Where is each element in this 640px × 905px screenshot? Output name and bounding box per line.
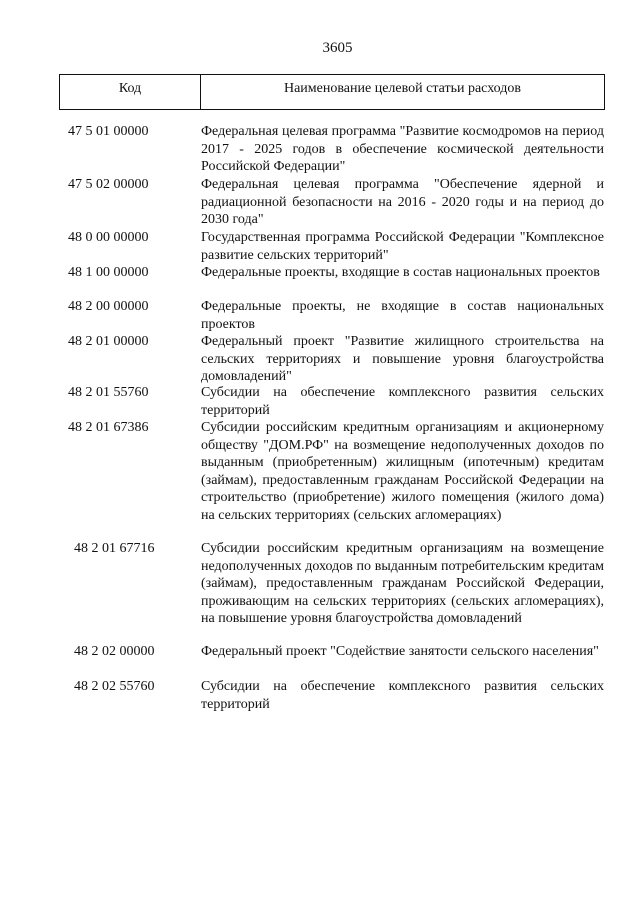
row-code: 48 1 00 00000: [68, 265, 149, 280]
row-name: Субсидии на обеспечение комплексного развития сельских территорий: [201, 679, 604, 712]
row-code: 48 2 01 55760: [68, 385, 149, 400]
row-code: 48 0 00 00000: [68, 230, 149, 245]
row-name: Федеральная целевая программа "Обеспечение ядерной и радиационной безопасности на 2016 - 2020 годы и на период до 2030 года": [201, 177, 604, 227]
row-name: Федеральный проект "Развитие жилищного строительства на сельских территориях и повышение уровня благоустройства домовладений": [201, 334, 604, 384]
row-name: Федеральная целевая программа "Развитие космодромов на период 2017 - 2025 годов в обеспечение космической деятельности Российской Федерации": [201, 124, 604, 174]
row-code: 48 2 00 00000: [68, 299, 149, 314]
header-code-label: Код: [60, 75, 201, 109]
row-name: Субсидии на обеспечение комплексного развития сельских территорий: [201, 385, 604, 418]
row-name: Федеральный проект "Содействие занятости сельского населения": [201, 644, 599, 659]
row-code: 47 5 02 00000: [68, 177, 149, 192]
row-name: Федеральные проекты, входящие в состав национальных проектов: [201, 265, 600, 280]
row-name: Федеральные проекты, не входящие в состав национальных проектов: [201, 299, 604, 332]
row-code: 48 2 02 00000: [74, 644, 155, 659]
row-code: 48 2 01 00000: [68, 334, 149, 349]
page-number: 3605: [322, 40, 353, 56]
row-name: Государственная программа Российской Федерации "Комплексное развитие сельских территорий": [201, 230, 604, 263]
row-code: 47 5 01 00000: [68, 124, 149, 139]
row-code: 48 2 01 67716: [74, 541, 155, 556]
row-code: 48 2 01 67386: [68, 420, 149, 435]
row-name: Субсидии российским кредитным организациям и акционерному обществу "ДОМ.РФ" на возмещение недополученных доходов по выданным (приобретенным) жилищным (ипотечным) кредитам (займам), предоставленным гражданам Российской Федерации на строительство (приобретение) жилого помещения (жилого дома) на сельских территориях (сельских агломерациях): [201, 420, 604, 523]
header-name-label: Наименование целевой статьи расходов: [283, 81, 522, 96]
table-header: [59, 74, 605, 110]
row-code: 48 2 02 55760: [74, 679, 155, 694]
row-name: Субсидии российским кредитным организациям на возмещение недополученных доходов по выданным потребительским кредитам (займам), предоставленным гражданам Российской Федерации, проживающим на сельских территориях (сельских агломерациях), на повышение уровня благоустройства домовладений: [201, 541, 604, 626]
